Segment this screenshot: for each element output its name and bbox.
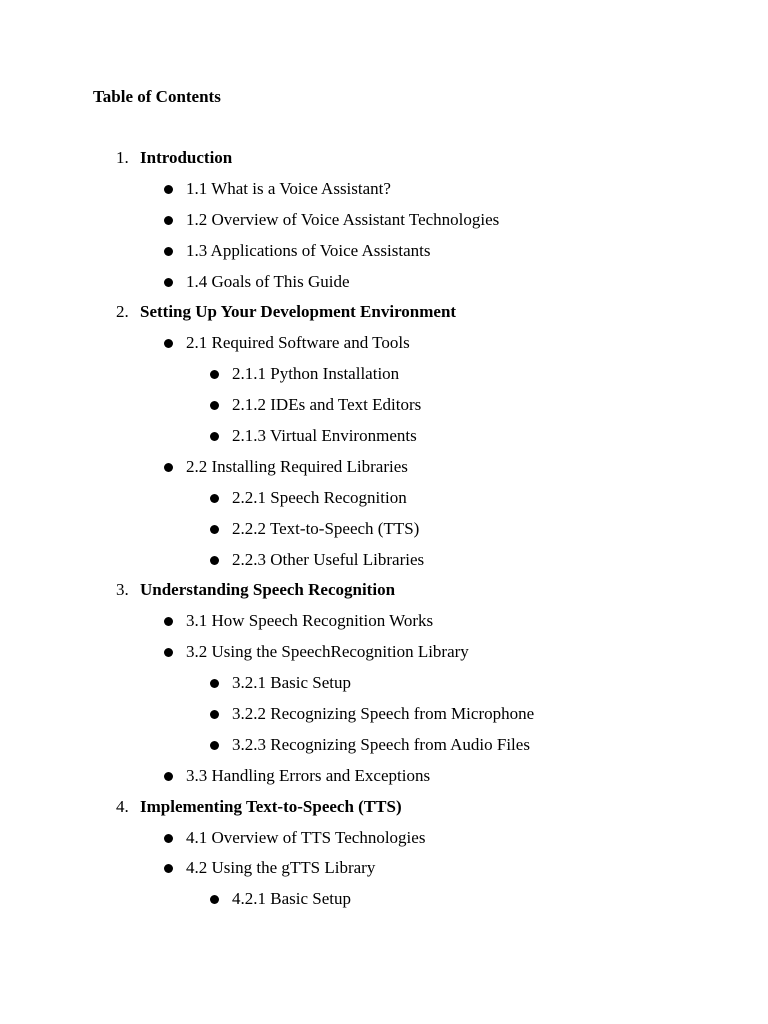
toc-section (0, 209, 768, 240)
bullet-icon (210, 679, 219, 688)
toc-chapter (0, 579, 768, 610)
bullet-icon (164, 864, 173, 873)
toc-section (0, 641, 768, 672)
section-title: 2.1.3 Virtual Environments (232, 426, 417, 446)
section-title: 3.2 Using the SpeechRecognition Library (186, 642, 469, 662)
chapter-number: 1. (116, 148, 129, 167)
section-title: 3.3 Handling Errors and Exceptions (186, 765, 431, 785)
toc-section (0, 827, 768, 858)
bullet-icon (210, 741, 219, 750)
chapter-title: Understanding Speech Recognition (140, 580, 396, 600)
bullet-icon (210, 895, 219, 904)
bullet-icon (210, 710, 219, 719)
chapter-number: 4. (116, 796, 129, 816)
section-title: 2.2.3 Other Useful Libraries (232, 549, 425, 569)
bullet-icon (210, 432, 219, 441)
bullet-icon (164, 278, 173, 287)
bullet-icon (164, 339, 173, 348)
toc-section (0, 765, 768, 796)
bullet-icon (210, 370, 219, 379)
toc-section (0, 610, 768, 641)
bullet-icon (164, 216, 173, 225)
toc-subsection (0, 363, 768, 394)
section-title: 1.4 Goals of This Guide (186, 271, 350, 291)
bullet-icon (210, 556, 219, 565)
toc-section (0, 857, 768, 888)
section-title: 2.2.2 Text-to-Speech (TTS) (232, 518, 420, 538)
toc-subsection (0, 518, 768, 549)
toc-chapter (0, 301, 768, 332)
chapter-title: Introduction (140, 148, 233, 167)
toc-subsection (0, 549, 768, 580)
chapter-number: 2. (116, 302, 129, 322)
toc-section (0, 178, 768, 209)
toc-chapter (0, 796, 768, 827)
section-title: 3.2.1 Basic Setup (232, 673, 351, 693)
chapter-title: Implementing Text-to-Speech (TTS) (140, 796, 402, 816)
bullet-icon (164, 463, 173, 472)
section-title: 2.1.2 IDEs and Text Editors (232, 395, 422, 415)
toc-section (0, 271, 768, 302)
toc-subsection (0, 672, 768, 703)
bullet-icon (164, 617, 173, 626)
section-title: 3.2.2 Recognizing Speech from Microphone (232, 704, 535, 724)
bullet-icon (164, 772, 173, 781)
section-title: 1.1 What is a Voice Assistant? (186, 178, 391, 198)
section-title: 4.2 Using the gTTS Library (186, 858, 376, 878)
section-title: 1.3 Applications of Voice Assistants (186, 240, 431, 260)
bullet-icon (164, 648, 173, 657)
bullet-icon (210, 401, 219, 410)
toc-section (0, 456, 768, 487)
toc-subsection (0, 703, 768, 734)
section-title: 2.1 Required Software and Tools (186, 333, 410, 353)
section-title: 2.1.1 Python Installation (232, 364, 400, 384)
section-title: 4.1 Overview of TTS Technologies (186, 827, 426, 847)
toc-section (0, 332, 768, 363)
toc-section (0, 240, 768, 271)
section-title: 4.2.1 Basic Setup (232, 889, 351, 909)
section-title: 3.2.3 Recognizing Speech from Audio Files (232, 734, 530, 754)
toc-subsection (0, 487, 768, 518)
bullet-icon (210, 494, 219, 503)
toc-subsection (0, 394, 768, 425)
section-title: 2.2 Installing Required Libraries (186, 456, 408, 476)
toc-list (0, 147, 768, 919)
section-title: 1.2 Overview of Voice Assistant Technologies (186, 209, 500, 229)
bullet-icon (164, 834, 173, 843)
section-title: 2.2.1 Speech Recognition (232, 487, 407, 507)
chapter-number: 3. (116, 580, 129, 600)
toc-subsection (0, 734, 768, 765)
section-title: 3.1 How Speech Recognition Works (186, 611, 434, 631)
bullet-icon (164, 185, 173, 194)
bullet-icon (210, 525, 219, 534)
toc-subsection (0, 888, 768, 919)
toc-title: Table of Contents (93, 87, 221, 106)
bullet-icon (164, 247, 173, 256)
toc-chapter (0, 147, 768, 178)
chapter-title: Setting Up Your Development Environment (140, 302, 457, 322)
toc-subsection (0, 425, 768, 456)
